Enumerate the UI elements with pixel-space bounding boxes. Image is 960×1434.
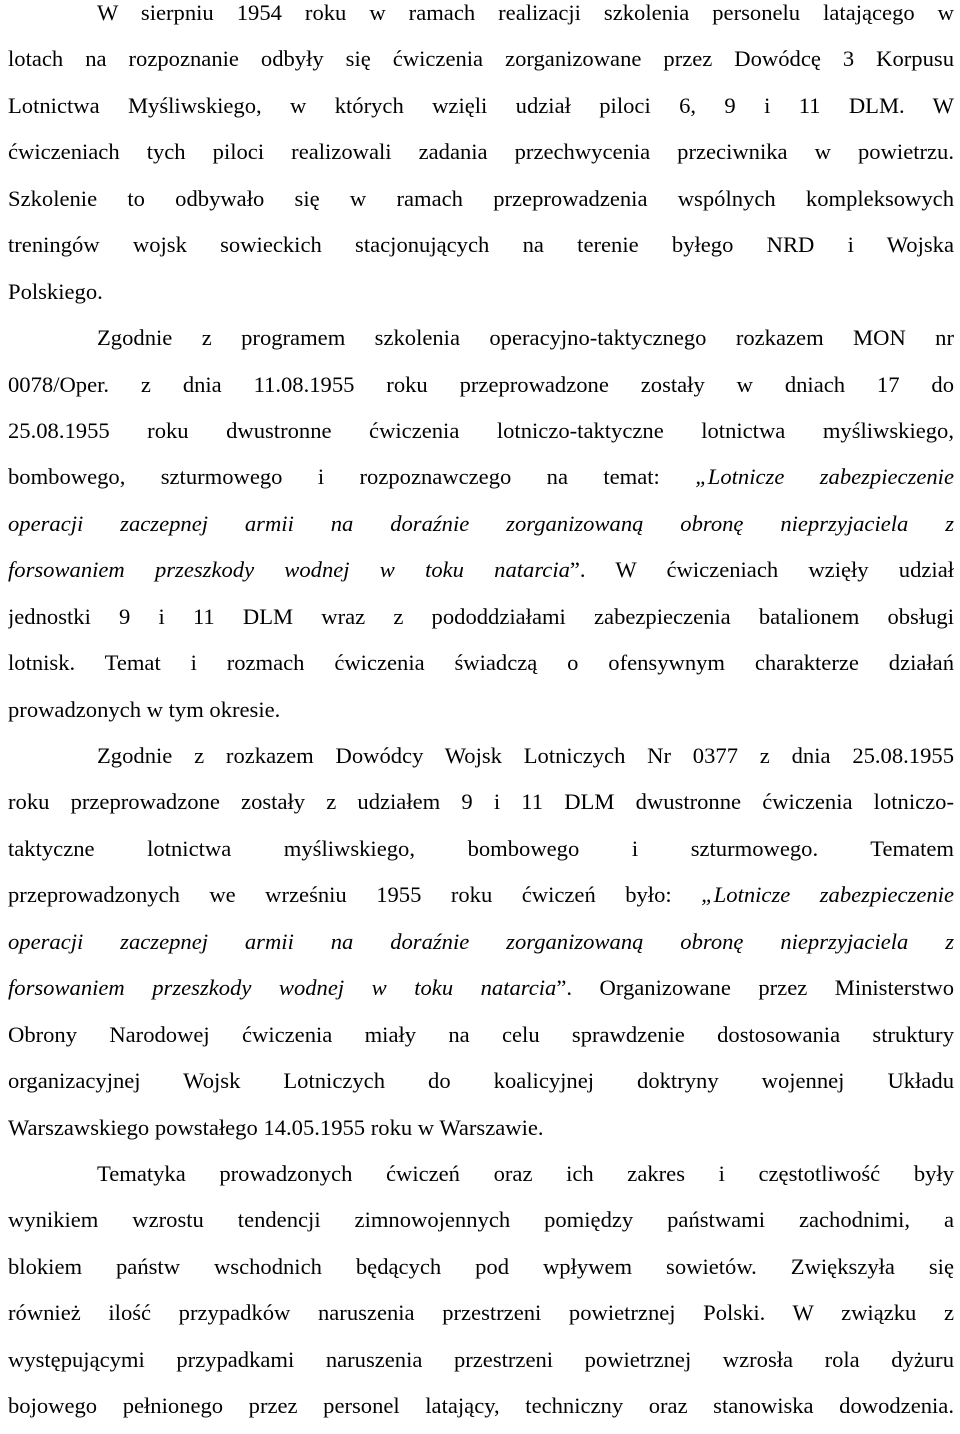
text-segment: ”. W ćwiczeniach wzięły udział xyxy=(569,557,954,583)
text-line: ćwiczeniach tych piloci realizowali zadania przechwycenia przeciwnika w powietrzu. xyxy=(8,139,954,165)
text-line: Lotnictwa Myśliwskiego, w których wzięli udział piloci 6, 9 i 11 DLM. W xyxy=(8,92,954,118)
text-line: Warszawskiego powstałego 14.05.1955 roku w Warszawie. xyxy=(8,1114,544,1140)
text-line: Szkolenie to odbywało się w ramach przeprowadzenia wspólnych kompleksowych xyxy=(8,185,954,211)
text-line xyxy=(8,547,954,593)
text-line xyxy=(8,965,954,1011)
text-line xyxy=(8,872,954,918)
text-segment: ”. Organizowane przez Ministerstwo xyxy=(556,975,954,1001)
paragraph-1 xyxy=(8,0,960,315)
text-line: lotach na rozpoznanie odbyły się ćwiczenia zorganizowane przez Dowódcę 3 Korpusu xyxy=(8,46,954,72)
text-line: prowadzonych w tym okresie. xyxy=(8,696,281,722)
text-segment: przeprowadzonych we wrześniu 1955 roku ćwiczeń było: xyxy=(8,882,702,908)
paragraph-4 xyxy=(8,1151,960,1430)
paragraph-2 xyxy=(8,315,960,733)
italic-quote: forsowaniem przeszkody wodnej w toku natarcia xyxy=(8,557,570,583)
text-line: jednostki 9 i 11 DLM wraz z pododdziałami zabezpieczenia batalionem obsługi xyxy=(8,603,954,629)
text-segment: bombowego, szturmowego i rozpoznawczego na temat: xyxy=(8,464,696,490)
text-line: wynikiem wzrostu tendencji zimnowojennych pomiędzy państwami zachodnimi, a xyxy=(8,1207,954,1233)
italic-quote: „Lotnicze zabezpieczenie xyxy=(701,882,954,908)
italic-quote: forsowaniem przeszkody wodnej w toku natarcia xyxy=(8,975,557,1001)
text-line: 0078/Oper. z dnia 11.08.1955 roku przeprowadzone zostały w dniach 17 do xyxy=(8,371,954,397)
text-line: bojowego pełnionego przez personel latający, techniczny oraz stanowiska dowodzenia. xyxy=(8,1393,954,1419)
text-line: Zgodnie z programem szkolenia operacyjno-taktycznego rozkazem MON nr xyxy=(97,325,954,351)
text-line: taktyczne lotnictwa myśliwskiego, bombowego i szturmowego. Tematem xyxy=(8,835,954,861)
text-line: Tematyka prowadzonych ćwiczeń oraz ich zakres i częstotliwość były xyxy=(97,1160,954,1186)
text-line: roku przeprowadzone zostały z udziałem 9 i 11 DLM dwustronne ćwiczenia lotniczo- xyxy=(8,789,954,815)
text-line: treningów wojsk sowieckich stacjonujących na terenie byłego NRD i Wojska xyxy=(8,232,954,258)
text-line: blokiem państw wschodnich będących pod wpływem sowietów. Zwiększyła się xyxy=(8,1253,954,1279)
text-line: 25.08.1955 roku dwustronne ćwiczenia lotniczo-taktyczne lotnictwa myśliwskiego, xyxy=(8,417,954,443)
text-line: W sierpniu 1954 roku w ramach realizacji szkolenia personelu latającego w xyxy=(97,0,954,25)
text-line: organizacyjnej Wojsk Lotniczych do koalicyjnej doktryny wojennej Układu xyxy=(8,1068,954,1094)
text-line xyxy=(8,454,954,500)
italic-quote-line: operacji zaczepnej armii na doraźnie zorganizowaną obronę nieprzyjaciela z xyxy=(8,928,954,954)
text-line: występującymi przypadkami naruszenia przestrzeni powietrznej wzrosła rola dyżuru xyxy=(8,1346,954,1372)
paragraph-3 xyxy=(8,733,960,1151)
text-line: lotnisk. Temat i rozmach ćwiczenia świadczą o ofensywnym charakterze działań xyxy=(8,650,954,676)
text-line: Obrony Narodowej ćwiczenia miały na celu sprawdzenie dostosowania struktury xyxy=(8,1021,954,1047)
text-line: Polskiego. xyxy=(8,278,103,304)
text-line: Zgodnie z rozkazem Dowódcy Wojsk Lotniczych Nr 0377 z dnia 25.08.1955 xyxy=(97,743,954,768)
text-line: również ilość przypadków naruszenia przestrzeni powietrznej Polski. W związku z xyxy=(8,1300,954,1326)
italic-quote: „Lotnicze zabezpieczenie xyxy=(695,464,954,490)
italic-quote-line: operacji zaczepnej armii na doraźnie zorganizowaną obronę nieprzyjaciela z xyxy=(8,510,954,536)
